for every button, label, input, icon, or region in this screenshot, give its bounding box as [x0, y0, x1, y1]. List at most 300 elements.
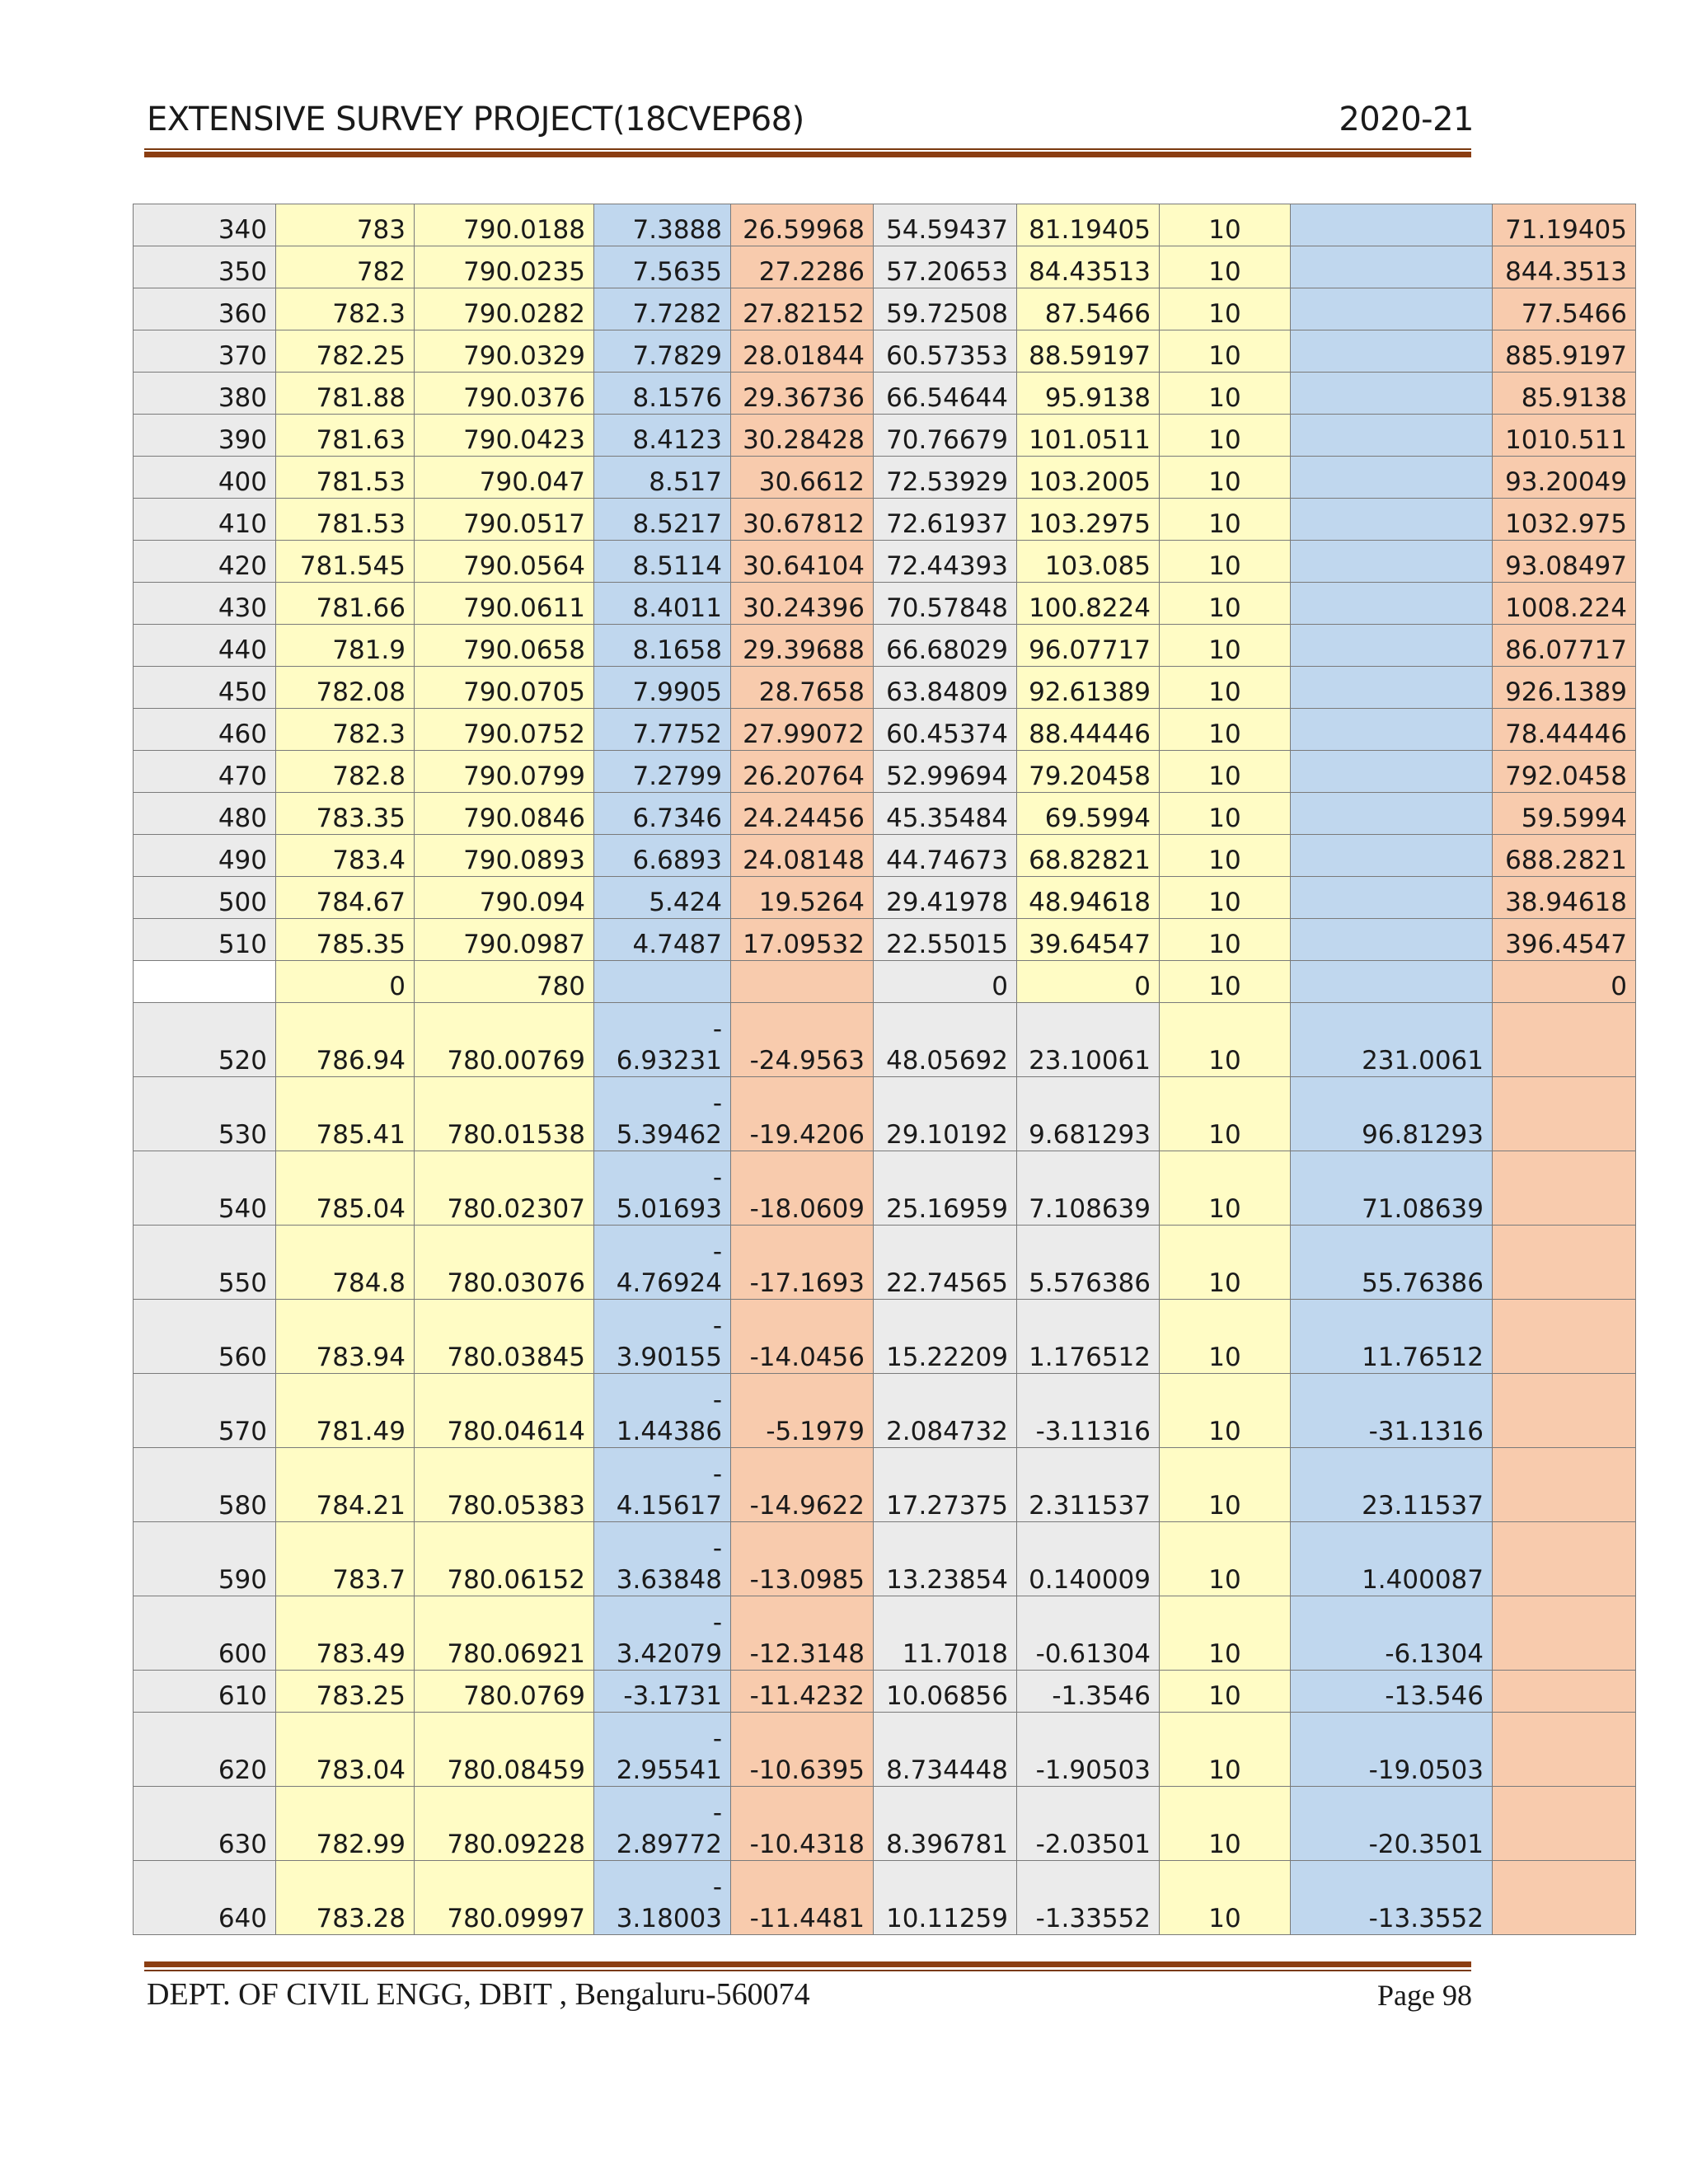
table-cell: -14.0456 — [731, 1300, 874, 1374]
table-cell: 0.140009 — [1017, 1522, 1160, 1596]
table-cell: 5.576386 — [1017, 1226, 1160, 1300]
table-cell: 844.3513 — [1493, 246, 1636, 288]
table-cell: 68.82821 — [1017, 835, 1160, 877]
table-cell: 782.8 — [276, 751, 415, 793]
table-cell: 380 — [134, 373, 276, 415]
table-cell — [1291, 709, 1493, 751]
table-cell: 785.04 — [276, 1151, 415, 1226]
table-row — [134, 877, 1636, 919]
table-cell: 13.23854 — [874, 1522, 1017, 1596]
table-cell: 9.681293 — [1017, 1077, 1160, 1151]
table-cell: 885.9197 — [1493, 330, 1636, 373]
table-cell: -11.4481 — [731, 1861, 874, 1935]
table-cell: 540 — [134, 1151, 276, 1226]
table-cell: 410 — [134, 499, 276, 541]
table-row — [134, 1861, 1636, 1935]
table-row — [134, 288, 1636, 330]
table-cell: 7.3888 — [594, 204, 731, 246]
table-cell: 781.88 — [276, 373, 415, 415]
table-cell: -19.4206 — [731, 1077, 874, 1151]
table-cell: 8.1658 — [594, 625, 731, 667]
table-cell: 27.99072 — [731, 709, 874, 751]
table-row — [134, 330, 1636, 373]
table-cell: -17.1693 — [731, 1226, 874, 1300]
table-cell: 7.7752 — [594, 709, 731, 751]
table-cell: 11.7018 — [874, 1596, 1017, 1671]
table-cell: 26.59968 — [731, 204, 874, 246]
table-cell: 560 — [134, 1300, 276, 1374]
table-cell: 85.9138 — [1493, 373, 1636, 415]
table-cell: 10 — [1160, 1003, 1291, 1077]
table-cell: 30.64104 — [731, 541, 874, 583]
table-cell: 7.2799 — [594, 751, 731, 793]
table-cell: 10 — [1160, 919, 1291, 961]
table-cell: 10 — [1160, 1300, 1291, 1374]
table-row — [134, 415, 1636, 457]
table-cell: 10 — [1160, 457, 1291, 499]
table-cell: 780 — [415, 961, 594, 1003]
table-cell: 17.27375 — [874, 1448, 1017, 1522]
table-cell — [731, 961, 874, 1003]
table-cell: 783 — [276, 204, 415, 246]
table-cell: 790.0799 — [415, 751, 594, 793]
table-cell: 10 — [1160, 583, 1291, 625]
table-cell: 38.94618 — [1493, 877, 1636, 919]
table-cell: 24.24456 — [731, 793, 874, 835]
table-cell: 10 — [1160, 1596, 1291, 1671]
table-cell: 781.49 — [276, 1374, 415, 1448]
table-row — [134, 583, 1636, 625]
table-cell: -12.3148 — [731, 1596, 874, 1671]
table-cell: 783.7 — [276, 1522, 415, 1596]
table-cell: 27.82152 — [731, 288, 874, 330]
table-cell: 783.28 — [276, 1861, 415, 1935]
table-cell: 10 — [1160, 751, 1291, 793]
table-cell: 48.05692 — [874, 1003, 1017, 1077]
table-cell: 24.08148 — [731, 835, 874, 877]
table-cell: 10.06856 — [874, 1671, 1017, 1713]
table-row — [134, 457, 1636, 499]
table-cell: 10 — [1160, 415, 1291, 457]
table-cell: - 1.44386 — [594, 1374, 731, 1448]
table-cell: 340 — [134, 204, 276, 246]
table-cell — [1291, 625, 1493, 667]
table-cell: - 4.76924 — [594, 1226, 731, 1300]
table-cell: 782.3 — [276, 709, 415, 751]
table-cell — [1291, 204, 1493, 246]
table-cell: 490 — [134, 835, 276, 877]
table-row — [134, 961, 1636, 1003]
table-cell: 60.45374 — [874, 709, 1017, 751]
table-cell: 10 — [1160, 330, 1291, 373]
table-cell: 790.0329 — [415, 330, 594, 373]
table-cell: 10 — [1160, 541, 1291, 583]
table-cell: 29.36736 — [731, 373, 874, 415]
table-cell: 70.76679 — [874, 415, 1017, 457]
table-cell: 8.396781 — [874, 1787, 1017, 1861]
table-cell: 23.10061 — [1017, 1003, 1160, 1077]
table-cell: 780.03076 — [415, 1226, 594, 1300]
table-cell: 7.7829 — [594, 330, 731, 373]
table-cell: 10 — [1160, 667, 1291, 709]
table-cell: 30.67812 — [731, 499, 874, 541]
table-cell — [1493, 1226, 1636, 1300]
table-cell: 590 — [134, 1522, 276, 1596]
table-cell: 0 — [1493, 961, 1636, 1003]
table-cell: 926.1389 — [1493, 667, 1636, 709]
table-cell — [1291, 667, 1493, 709]
table-cell: 1010.511 — [1493, 415, 1636, 457]
table-cell: 96.07717 — [1017, 625, 1160, 667]
header-year: 2020-21 — [1339, 101, 1474, 138]
table-cell: 10 — [1160, 1787, 1291, 1861]
table-row — [134, 835, 1636, 877]
table-cell: 781.545 — [276, 541, 415, 583]
table-cell: 70.57848 — [874, 583, 1017, 625]
table-cell: 396.4547 — [1493, 919, 1636, 961]
table-cell: 10 — [1160, 877, 1291, 919]
table-cell: 11.76512 — [1291, 1300, 1493, 1374]
table-cell: 57.20653 — [874, 246, 1017, 288]
table-cell: 688.2821 — [1493, 835, 1636, 877]
page-number: Page 98 — [1377, 1979, 1472, 2012]
table-cell: 790.0893 — [415, 835, 594, 877]
table-cell: 420 — [134, 541, 276, 583]
table-cell: 27.2286 — [731, 246, 874, 288]
table-cell: 44.74673 — [874, 835, 1017, 877]
table-cell: 470 — [134, 751, 276, 793]
table-row — [134, 709, 1636, 751]
table-row — [134, 1671, 1636, 1713]
table-cell: 17.09532 — [731, 919, 874, 961]
table-cell: -1.3546 — [1017, 1671, 1160, 1713]
page-footer — [147, 1976, 1472, 2018]
table-cell: 28.7658 — [731, 667, 874, 709]
table-cell: 29.41978 — [874, 877, 1017, 919]
table-cell — [1291, 835, 1493, 877]
table-row — [134, 919, 1636, 961]
table-cell: 781.66 — [276, 583, 415, 625]
table-cell: 10 — [1160, 1861, 1291, 1935]
table-cell — [1493, 1374, 1636, 1448]
table-row — [134, 1077, 1636, 1151]
table-cell: 60.57353 — [874, 330, 1017, 373]
table-cell: 30.24396 — [731, 583, 874, 625]
table-cell: -2.03501 — [1017, 1787, 1160, 1861]
table-cell: 580 — [134, 1448, 276, 1522]
table-cell: 790.0235 — [415, 246, 594, 288]
table-cell: -5.1979 — [731, 1374, 874, 1448]
table-cell: 790.0564 — [415, 541, 594, 583]
table-cell — [1291, 961, 1493, 1003]
table-cell: 39.64547 — [1017, 919, 1160, 961]
table-cell — [594, 961, 731, 1003]
table-cell: 10 — [1160, 1522, 1291, 1596]
table-cell: 93.20049 — [1493, 457, 1636, 499]
table-cell — [1291, 415, 1493, 457]
table-cell: 783.25 — [276, 1671, 415, 1713]
page-header — [147, 101, 1474, 150]
table-cell: 10 — [1160, 499, 1291, 541]
table-cell — [1291, 751, 1493, 793]
table-cell: 570 — [134, 1374, 276, 1448]
table-cell — [1291, 919, 1493, 961]
table-cell: 8.5114 — [594, 541, 731, 583]
table-cell — [1291, 246, 1493, 288]
table-cell: 1008.224 — [1493, 583, 1636, 625]
table-cell: 54.59437 — [874, 204, 1017, 246]
table-row — [134, 1596, 1636, 1671]
table-cell: 790.0423 — [415, 415, 594, 457]
table-cell: 4.7487 — [594, 919, 731, 961]
table-cell: 7.9905 — [594, 667, 731, 709]
table-cell: 783.35 — [276, 793, 415, 835]
table-cell: 23.11537 — [1291, 1448, 1493, 1522]
table-cell: 7.7282 — [594, 288, 731, 330]
table-cell: 782 — [276, 246, 415, 288]
table-cell: 86.07717 — [1493, 625, 1636, 667]
table-cell: 550 — [134, 1226, 276, 1300]
table-cell: 10 — [1160, 246, 1291, 288]
table-row — [134, 1522, 1636, 1596]
table-cell: 5.424 — [594, 877, 731, 919]
table-cell: 10 — [1160, 961, 1291, 1003]
table-cell — [1493, 1522, 1636, 1596]
table-cell: -31.1316 — [1291, 1374, 1493, 1448]
table-cell: -3.1731 — [594, 1671, 731, 1713]
table-cell: 8.1576 — [594, 373, 731, 415]
table-cell: 8.4011 — [594, 583, 731, 625]
table-row — [134, 204, 1636, 246]
table-cell: 7.5635 — [594, 246, 731, 288]
table-cell: 780.00769 — [415, 1003, 594, 1077]
table-cell: 7.108639 — [1017, 1151, 1160, 1226]
table-cell: 10 — [1160, 625, 1291, 667]
table-cell — [1493, 1596, 1636, 1671]
table-cell: 10 — [1160, 793, 1291, 835]
table-cell: 790.0752 — [415, 709, 594, 751]
table-cell — [1493, 1671, 1636, 1713]
table-cell: 510 — [134, 919, 276, 961]
table-cell: 782.08 — [276, 667, 415, 709]
table-cell: 0 — [1017, 961, 1160, 1003]
table-cell: 26.20764 — [731, 751, 874, 793]
table-cell: 0 — [874, 961, 1017, 1003]
table-cell: 79.20458 — [1017, 751, 1160, 793]
table-cell: 55.76386 — [1291, 1226, 1493, 1300]
table-cell: 52.99694 — [874, 751, 1017, 793]
table-cell — [1493, 1861, 1636, 1935]
table-cell: 780.08459 — [415, 1713, 594, 1787]
table-cell — [1493, 1077, 1636, 1151]
table-cell: 10 — [1160, 204, 1291, 246]
table-row — [134, 1151, 1636, 1226]
table-cell: 28.01844 — [731, 330, 874, 373]
table-cell: 88.44446 — [1017, 709, 1160, 751]
table-cell: 783.94 — [276, 1300, 415, 1374]
table-cell — [134, 961, 276, 1003]
table-cell: 10 — [1160, 1374, 1291, 1448]
table-row — [134, 625, 1636, 667]
table-cell: 10 — [1160, 1077, 1291, 1151]
table-cell: 0 — [276, 961, 415, 1003]
table-cell: 10 — [1160, 1151, 1291, 1226]
table-cell: - 6.93231 — [594, 1003, 731, 1077]
survey-table-body — [134, 204, 1636, 1935]
table-cell: 500 — [134, 877, 276, 919]
table-cell: 370 — [134, 330, 276, 373]
table-cell: 93.08497 — [1493, 541, 1636, 583]
table-cell: 1032.975 — [1493, 499, 1636, 541]
table-cell: 781.63 — [276, 415, 415, 457]
header-rule-thin — [144, 148, 1471, 150]
table-cell: 10 — [1160, 288, 1291, 330]
table-cell: 48.94618 — [1017, 877, 1160, 919]
table-cell — [1291, 877, 1493, 919]
table-cell: -18.0609 — [731, 1151, 874, 1226]
table-cell: 63.84809 — [874, 667, 1017, 709]
table-cell: 2.311537 — [1017, 1448, 1160, 1522]
table-row — [134, 751, 1636, 793]
table-cell: 784.8 — [276, 1226, 415, 1300]
table-cell: 8.5217 — [594, 499, 731, 541]
table-cell: 782.3 — [276, 288, 415, 330]
table-cell: 81.19405 — [1017, 204, 1160, 246]
table-cell: 84.43513 — [1017, 246, 1160, 288]
table-cell: 790.0987 — [415, 919, 594, 961]
table-cell — [1493, 1300, 1636, 1374]
table-cell: -3.11316 — [1017, 1374, 1160, 1448]
table-cell: -1.33552 — [1017, 1861, 1160, 1935]
table-cell: - 2.95541 — [594, 1713, 731, 1787]
table-cell — [1493, 1787, 1636, 1861]
table-cell: 780.01538 — [415, 1077, 594, 1151]
table-cell: 530 — [134, 1077, 276, 1151]
table-cell — [1291, 541, 1493, 583]
table-cell: - 3.18003 — [594, 1861, 731, 1935]
table-cell: 6.7346 — [594, 793, 731, 835]
table-row — [134, 373, 1636, 415]
table-cell: 786.94 — [276, 1003, 415, 1077]
table-cell: 790.0376 — [415, 373, 594, 415]
table-cell: 784.21 — [276, 1448, 415, 1522]
table-cell: - 4.15617 — [594, 1448, 731, 1522]
footer-rule-thick — [144, 1961, 1471, 1967]
table-cell — [1291, 499, 1493, 541]
table-cell: 59.72508 — [874, 288, 1017, 330]
table-cell: 30.6612 — [731, 457, 874, 499]
table-cell: 10 — [1160, 1713, 1291, 1787]
table-cell: 785.35 — [276, 919, 415, 961]
table-cell — [1291, 330, 1493, 373]
table-cell: -0.61304 — [1017, 1596, 1160, 1671]
table-cell — [1493, 1151, 1636, 1226]
table-cell: 22.55015 — [874, 919, 1017, 961]
table-cell: 780.05383 — [415, 1448, 594, 1522]
table-cell: 69.5994 — [1017, 793, 1160, 835]
table-cell: 785.41 — [276, 1077, 415, 1151]
table-cell — [1291, 583, 1493, 625]
table-cell: 101.0511 — [1017, 415, 1160, 457]
table-cell: 781.9 — [276, 625, 415, 667]
table-cell: 19.5264 — [731, 877, 874, 919]
table-cell: 103.085 — [1017, 541, 1160, 583]
table-row — [134, 246, 1636, 288]
table-cell: 790.0188 — [415, 204, 594, 246]
table-cell: 790.0611 — [415, 583, 594, 625]
table-cell: 95.9138 — [1017, 373, 1160, 415]
table-cell — [1291, 288, 1493, 330]
table-cell: 440 — [134, 625, 276, 667]
table-cell: 780.04614 — [415, 1374, 594, 1448]
table-cell: 25.16959 — [874, 1151, 1017, 1226]
table-cell: 783.49 — [276, 1596, 415, 1671]
footer-rule-thin — [144, 1970, 1471, 1971]
table-cell: -11.4232 — [731, 1671, 874, 1713]
table-cell: - 5.01693 — [594, 1151, 731, 1226]
table-cell: 10 — [1160, 1226, 1291, 1300]
table-cell: 71.19405 — [1493, 204, 1636, 246]
table-cell: 96.81293 — [1291, 1077, 1493, 1151]
table-cell: 783.4 — [276, 835, 415, 877]
table-cell: 45.35484 — [874, 793, 1017, 835]
table-cell — [1493, 1713, 1636, 1787]
header-rule-thick — [144, 152, 1471, 157]
table-cell: 29.39688 — [731, 625, 874, 667]
table-cell: 780.02307 — [415, 1151, 594, 1226]
table-cell: 77.5466 — [1493, 288, 1636, 330]
table-cell: 1.400087 — [1291, 1522, 1493, 1596]
table-row — [134, 793, 1636, 835]
table-cell: 360 — [134, 288, 276, 330]
table-cell: 790.0517 — [415, 499, 594, 541]
table-row — [134, 667, 1636, 709]
table-cell: 100.8224 — [1017, 583, 1160, 625]
table-cell: 87.5466 — [1017, 288, 1160, 330]
table-cell: 2.084732 — [874, 1374, 1017, 1448]
table-row — [134, 1713, 1636, 1787]
table-cell: 10 — [1160, 1671, 1291, 1713]
table-cell: 10 — [1160, 835, 1291, 877]
table-cell: 6.6893 — [594, 835, 731, 877]
footer-department: DEPT. OF CIVIL ENGG, DBIT , Bengaluru-560074 — [147, 1977, 810, 2012]
table-cell: 350 — [134, 246, 276, 288]
table-cell: 782.99 — [276, 1787, 415, 1861]
table-cell: 8.4123 — [594, 415, 731, 457]
table-cell: 600 — [134, 1596, 276, 1671]
table-cell: 92.61389 — [1017, 667, 1160, 709]
table-cell: -1.90503 — [1017, 1713, 1160, 1787]
table-cell: -13.3552 — [1291, 1861, 1493, 1935]
table-cell: -10.4318 — [731, 1787, 874, 1861]
table-row — [134, 499, 1636, 541]
table-row — [134, 1226, 1636, 1300]
table-cell: 782.25 — [276, 330, 415, 373]
table-cell: - 2.89772 — [594, 1787, 731, 1861]
table-row — [134, 1374, 1636, 1448]
table-cell: - 5.39462 — [594, 1077, 731, 1151]
table-cell — [1291, 373, 1493, 415]
table-cell: 15.22209 — [874, 1300, 1017, 1374]
table-cell: 630 — [134, 1787, 276, 1861]
table-cell: 620 — [134, 1713, 276, 1787]
table-cell: 780.03845 — [415, 1300, 594, 1374]
table-cell: 88.59197 — [1017, 330, 1160, 373]
table-cell: 781.53 — [276, 457, 415, 499]
table-cell: 72.61937 — [874, 499, 1017, 541]
table-cell: 103.2005 — [1017, 457, 1160, 499]
table-cell: -13.0985 — [731, 1522, 874, 1596]
